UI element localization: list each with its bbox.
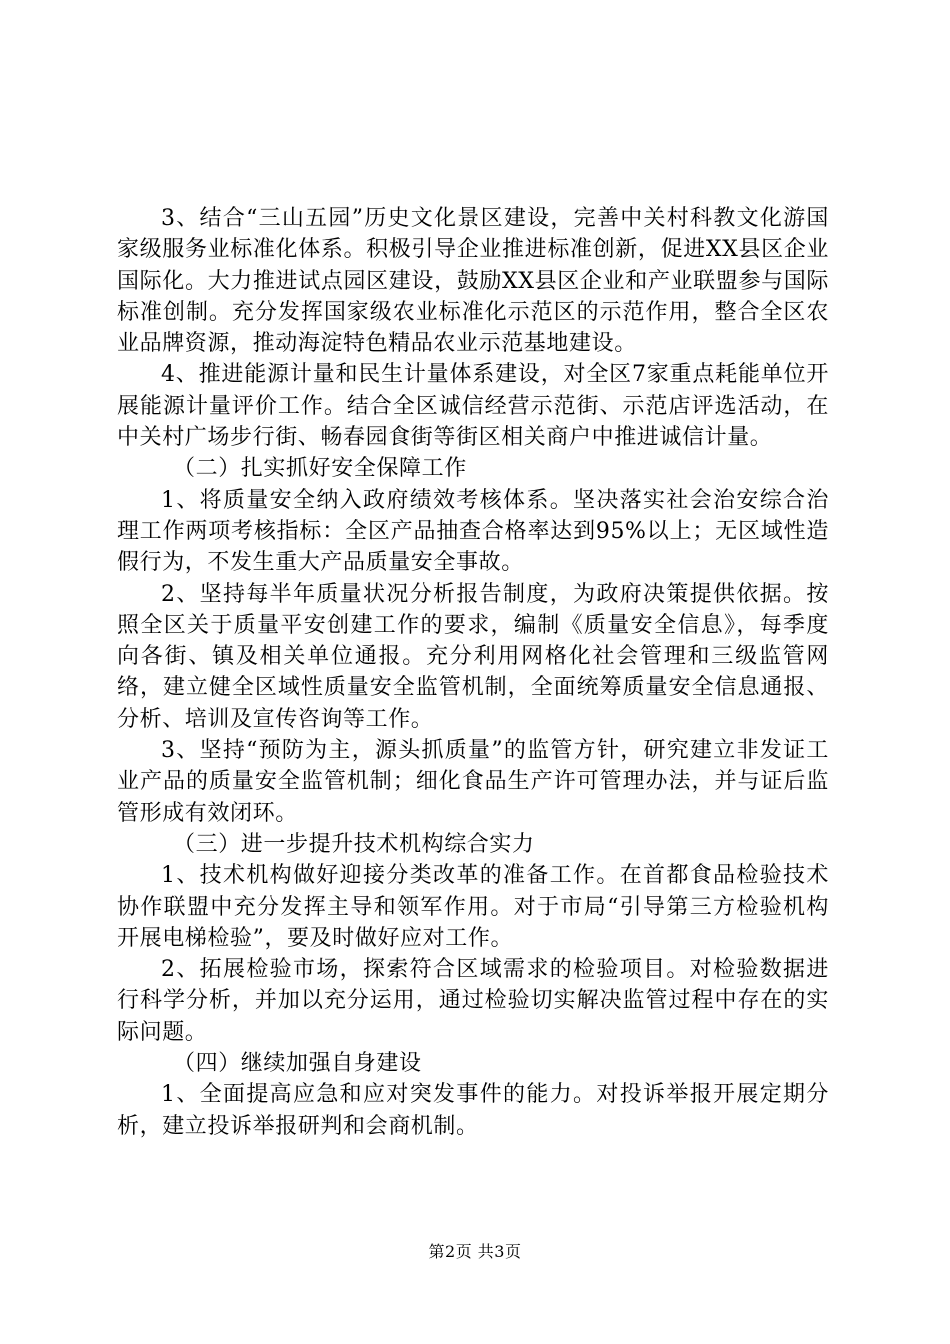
paragraph-emergency-response: 1、全面提高应急和应对突发事件的能力。对投诉举报开展定期分析，建立投诉举报研判和会商机制。 [117, 1082, 829, 1139]
page-number-footer: 第2页 共3页 [428, 1242, 522, 1261]
paragraph-reform-preparation: 1、技术机构做好迎接分类改革的准备工作。在首都食品检验技术协作联盟中充分发挥主导和领军作用。对于市局“引导第三方检验机构开展电梯检验”，要及时做好应对工作。 [117, 863, 829, 951]
section-heading-technical: （三）进一步提升技术机构综合实力 [173, 831, 535, 857]
paragraph-supervision-policy: 3、坚持“预防为主，源头抓质量”的监管方针，研究建立非发证工业产品的质量安全监管机制；细化食品生产许可管理办法，并与证后监管形成有效闭环。 [117, 738, 829, 826]
paragraph-standardization: 3、结合“三山五园”历史文化景区建设，完善中关村科教文化游国家级服务业标准化体系。积极引导企业推进标准创新，促进XX县区企业国际化。大力推进试点园区建设，鼓励XX县区企业和产业联盟参与国际标准创制。充分发挥国家级农业标准化示范区的示范作用，整合全区农业品牌资源，推动海淀特色精品农业示范基地建设。 [117, 206, 829, 357]
document-body [117, 203, 829, 1142]
paragraph-safety-assessment: 1、将质量安全纳入政府绩效考核体系。坚决落实社会治安综合治理工作两项考核指标：全区产品抽查合格率达到95%以上；无区域性造假行为，不发生重大产品质量安全事故。 [117, 487, 829, 576]
paragraph-quality-report: 2、坚持每半年质量状况分析报告制度，为政府决策提供依据。按照全区关于质量平安创建工作的要求，编制《质量安全信息》，每季度向各街、镇及相关单位通报。充分利用网格化社会管理和三级监管网络，建立健全区域性质量安全监管机制，全面统筹质量安全信息通报、分析、培训及宣传咨询等工作。 [117, 581, 829, 732]
section-heading-self-building: （四）继续加强自身建设 [173, 1051, 422, 1077]
section-heading-safety: （二）扎实抓好安全保障工作 [173, 456, 467, 482]
paragraph-inspection-market: 2、拓展检验市场，探索符合区域需求的检验项目。对检验数据进行科学分析，并加以充分运用，通过检验切实解决监管过程中存在的实际问题。 [117, 957, 829, 1045]
paragraph-metrology: 4、推进能源计量和民生计量体系建设，对全区7家重点耗能单位开展能源计量评价工作。结合全区诚信经营示范街、示范店评选活动，在中关村广场步行街、畅春园食街等街区相关商户中推进诚信计量。 [117, 362, 829, 451]
